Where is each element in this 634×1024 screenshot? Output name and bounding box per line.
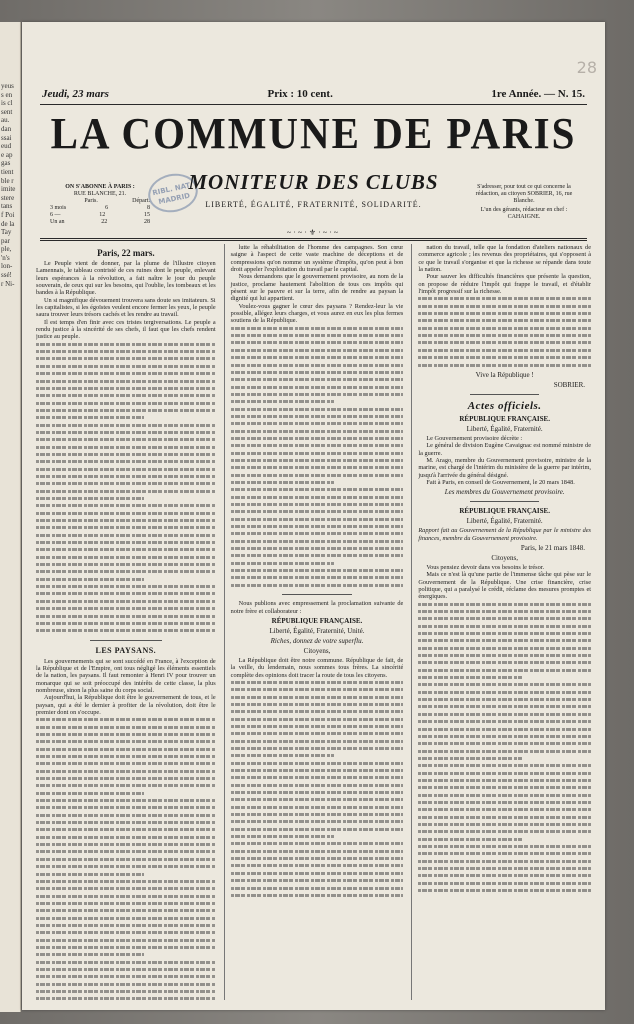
illegible-text-line <box>418 850 591 857</box>
illegible-text-line <box>418 347 591 354</box>
illegible-text-line <box>36 400 216 407</box>
previous-page-fragment: 'n's <box>1 253 10 262</box>
illegible-text-line <box>36 392 216 399</box>
illegible-text-line <box>231 560 335 567</box>
illegible-text-line <box>36 502 216 509</box>
illegible-text-line <box>36 370 216 377</box>
illegible-text-line <box>36 738 216 745</box>
column-3 <box>411 244 591 1000</box>
illegible-text-line <box>231 435 404 442</box>
illegible-text-line <box>418 740 591 747</box>
illegible-text-line <box>231 694 404 701</box>
illegible-text-line <box>36 429 216 436</box>
illegible-text-line <box>36 363 216 370</box>
illegible-text-line <box>418 784 591 791</box>
illegible-text-line <box>36 973 216 980</box>
previous-page-fragment: ble r <box>1 176 14 185</box>
illegible-text-line <box>36 576 144 583</box>
illegible-text-line <box>418 696 591 703</box>
illegible-text-line <box>231 538 404 545</box>
illegible-text-line <box>36 583 216 590</box>
illegible-text-line <box>36 444 216 451</box>
illegible-text-line <box>36 760 216 767</box>
illegible-text-line <box>231 567 404 574</box>
illegible-text-line <box>36 605 216 612</box>
illegible-text-line <box>36 517 216 524</box>
illegible-text-line <box>36 627 216 634</box>
illegible-text-line <box>36 841 216 848</box>
illegible-text-line <box>231 464 404 471</box>
illegible-text-line <box>36 561 216 568</box>
illegible-text-line <box>231 892 404 899</box>
illegible-text-line <box>231 325 404 332</box>
illegible-text-line <box>418 681 591 688</box>
illegible-text-line <box>231 811 404 818</box>
illegible-text-line <box>36 951 144 958</box>
illegible-text-line <box>231 738 404 745</box>
illegible-text-line <box>418 659 591 666</box>
illegible-text-line <box>36 937 216 944</box>
illegible-text-line <box>231 582 404 589</box>
illegible-text-line <box>231 877 404 884</box>
illegible-text-line <box>418 799 591 806</box>
previous-page-fragment: e ap <box>1 150 13 159</box>
decree-paragraph: Le Gouvernement provisoire décrète : <box>426 434 523 442</box>
illegible-text-line <box>418 295 591 302</box>
illegible-text-line <box>36 414 144 421</box>
illegible-text-line <box>36 863 216 870</box>
illegible-text-line <box>418 806 591 813</box>
illegible-text-line <box>231 730 404 737</box>
section-heading-actes: Actes officiels. <box>467 399 542 412</box>
illegible-text-line <box>36 746 216 753</box>
illegible-text-line <box>231 745 404 752</box>
previous-page-fragment: sent <box>1 107 13 116</box>
illegible-text-line <box>418 726 591 733</box>
illegible-text-line <box>231 760 404 767</box>
illegible-text-line <box>231 833 335 840</box>
illegible-text-line <box>418 762 591 769</box>
illegible-text-line <box>36 554 216 561</box>
illegible-text-line <box>36 753 216 760</box>
article-paragraph: Voulez-vous gagner le cœur des paysans ? Rendez-leur la vie possible, allégez leurs charges, et vous aurez en eux les plus fermes soutiens de la République. <box>230 302 404 325</box>
illegible-text-line <box>36 782 216 789</box>
illegible-text-line <box>36 790 144 797</box>
illegible-text-line <box>418 615 591 622</box>
illegible-text-line <box>231 716 404 723</box>
article-paragraph: Les gouvernements qui se sont succédé en France, à l'exception de la République et de l'Empire, ont tous négligé les éléments essentiels de la nation, les paysans. Il faut remonter à Henri IV pour trouver un monarque qui se soit préoccupé des intérêts de cette classe, la plus nombreuse, sinon la plus saine du corps social. <box>36 657 216 694</box>
previous-page-fragment: ssé! <box>1 271 12 280</box>
illegible-text-line <box>36 856 216 863</box>
article-paragraph: Le Peuple vient de donner, par la plume de l'illustre citoyen Lamennais, le tableau contristé de ces ruines dont le peuple, enlevant leurs espérances à la révolution, a fait naître le jour du peuple souverain, de ceux qui sur les besoins, qui l'oublie, les tombeaux et les bandes à la République. <box>36 260 216 297</box>
illegible-text-line <box>36 532 216 539</box>
illegible-text-line <box>418 814 591 821</box>
illegible-text-line <box>36 466 216 473</box>
illegible-text-line <box>418 872 591 879</box>
illegible-text-line <box>231 332 404 339</box>
illegible-text-line <box>231 870 404 877</box>
previous-page-fragment: tans <box>1 202 13 211</box>
illegible-text-line <box>231 398 335 405</box>
republic-devise: Liberté, Égalité, Fraternité. <box>466 424 543 433</box>
illegible-text-line <box>36 819 216 826</box>
illegible-text-line <box>418 843 591 850</box>
illegible-text-line <box>36 385 216 392</box>
illegible-text-line <box>231 384 404 391</box>
illegible-text-line <box>231 767 404 774</box>
illegible-text-line <box>418 718 591 725</box>
previous-page-fragment: is cl <box>1 99 13 108</box>
illegible-text-line <box>418 637 591 644</box>
illegible-text-line <box>418 887 591 894</box>
section-separator <box>90 640 162 641</box>
illegible-text-line <box>231 885 404 892</box>
illegible-text-line <box>418 608 591 615</box>
previous-page-fragment: gas <box>1 159 11 168</box>
article-paragraph: lutte la réhabilitation de l'homme des campagnes. Son cœur saigne à l'aspect de cette vaste machine de déceptions et de compressions qu'on nomme un système d'impôts, qu'on peut à bon droit appeler l'exploitation du travail par le capital. <box>230 244 404 274</box>
article-paragraph: La République doit être notre commune. République de fait, de la veille, du lendemain, nous sommes tous frères. La sincérité complète des opinions doit tracer la route de tous les citoyens. <box>230 656 404 679</box>
illegible-text-line <box>418 836 522 843</box>
masthead-ornament: ~·~·⚜·~·~ <box>286 228 341 237</box>
illegible-text-line <box>36 546 216 553</box>
archive-number: 28 <box>576 58 597 77</box>
issue-price: Prix : 10 cent. <box>267 88 333 100</box>
illegible-text-line <box>36 407 216 414</box>
illegible-text-line <box>231 479 335 486</box>
illegible-text-line <box>231 376 404 383</box>
illegible-text-line <box>36 981 216 988</box>
issue-date: Jeudi, 23 mars <box>42 88 109 100</box>
illegible-text-line <box>418 748 591 755</box>
dateline: Paris, 22 mars. <box>97 248 155 258</box>
previous-page-fragment: lon- <box>1 262 13 271</box>
illegible-text-line <box>231 457 404 464</box>
illegible-text-line <box>231 486 404 493</box>
illegible-text-line <box>36 804 216 811</box>
masthead-subtitle: MONITEUR DES CLUBS <box>188 170 439 194</box>
illegible-text-line <box>231 723 404 730</box>
library-stamp: RIBL. NAT. MADRID <box>145 169 202 217</box>
illegible-text-line <box>418 317 591 324</box>
previous-page-fragment: ssai <box>1 133 12 142</box>
previous-page-fragment: eud <box>1 142 12 151</box>
illegible-text-line <box>36 488 216 495</box>
republic-heading: RÉPUBLIQUE FRANÇAISE. <box>459 414 550 423</box>
masthead-motto: LIBERTÉ, ÉGALITÉ, FRATERNITÉ, SOLIDARITÉ. <box>205 200 422 209</box>
illegible-text-line <box>231 523 404 530</box>
previous-page-fragment: f Poi <box>1 210 15 219</box>
illegible-text-line <box>36 834 216 841</box>
illegible-text-line <box>36 355 216 362</box>
illegible-text-line <box>231 840 404 847</box>
illegible-text-line <box>36 495 144 502</box>
illegible-text-line <box>231 450 404 457</box>
republic-devise-2: Liberté, Égalité, Fraternité. <box>466 517 543 526</box>
article-paragraph: Un si magnifique dévouement trouvera sans doute ses imitateurs. Si les capitalistes, si les égoïstes veulent encore fermer les yeux, le peuple saura trouver leurs trésors cachés et les rendre au travail. <box>36 296 216 319</box>
section-separator <box>470 394 539 395</box>
illegible-text-line <box>231 339 404 346</box>
illegible-text-line <box>231 848 404 855</box>
illegible-text-line <box>36 378 216 385</box>
illegible-text-line <box>36 598 216 605</box>
illegible-text-line <box>36 929 216 936</box>
decree-paragraph: Fait à Paris, en conseil de Gouvernement, le 20 mars 1848. <box>426 478 575 486</box>
previous-page-fragment: stere <box>1 193 15 202</box>
section-heading-paysans: LES PAYSANS. <box>95 645 157 655</box>
illegible-text-line <box>36 944 216 951</box>
illegible-text-line <box>36 885 216 892</box>
previous-page-fragment: au. <box>1 116 10 125</box>
article-paragraph: Pour sauver les difficultés financières que présente la question, on propose de réduire l'impôt qui frappe le travail, et d'établir l'impôt progressif sur la richesse. <box>418 273 591 296</box>
illegible-text-line <box>36 716 216 723</box>
illegible-text-line <box>418 770 591 777</box>
illegible-text-line <box>36 848 216 855</box>
illegible-text-line <box>231 574 404 581</box>
illegible-text-line <box>418 339 591 346</box>
illegible-text-line <box>36 900 216 907</box>
subscription-row: Un an 22 28 <box>50 219 150 225</box>
issue-number: 1re Année. — N. 15. <box>491 88 585 100</box>
article-paragraph: Mais ce n'est là qu'une partie de l'immense tâche qui pèse sur le Gouvernement de la République. Une crise financière, crise politique, qui a paralysé le crédit, réclame des mesures promptes et énergiques. <box>418 571 591 601</box>
decree-paragraph: Le général de division Eugène Cavaignac est nommé ministre de la guerre. <box>418 442 591 457</box>
illegible-text-line <box>36 451 216 458</box>
subscription-col-headers: Paris. Départ. <box>84 198 150 204</box>
illegible-text-line <box>231 508 404 515</box>
illegible-text-line <box>231 530 404 537</box>
illegible-text-line <box>418 689 591 696</box>
illegible-text-line <box>418 652 591 659</box>
illegible-text-line <box>418 711 591 718</box>
illegible-text-line <box>36 768 216 775</box>
illegible-text-line <box>418 821 591 828</box>
illegible-text-line <box>231 545 404 552</box>
subscription-address: RUE BLANCHE, 21. <box>73 191 127 197</box>
illegible-text-line <box>36 871 144 878</box>
illegible-text-line <box>231 752 335 759</box>
section-separator <box>282 594 351 595</box>
illegible-text-line <box>231 420 404 427</box>
subscription-row: 3 mois 6 8 <box>50 205 150 211</box>
previous-page-fragment: imite <box>1 185 16 194</box>
article-paragraph: Il est temps d'en finir avec ces tristes tergiversations. Le peuple a rendu justice à la sincérité de ses chefs, il faut que les chefs rendent justice au peuple. <box>36 318 216 341</box>
masthead-rule <box>40 238 587 241</box>
illegible-text-line <box>36 620 216 627</box>
illegible-text-line <box>231 391 404 398</box>
illegible-text-line <box>418 674 522 681</box>
illegible-text-line <box>36 878 216 885</box>
header-rule <box>40 104 587 105</box>
previous-page-fragment: r Ni- <box>1 279 15 288</box>
subscription-title: ON S'ABONNE À PARIS : <box>65 184 135 190</box>
section-separator <box>470 501 539 502</box>
illegible-text-line <box>36 915 216 922</box>
illegible-text-line <box>418 630 591 637</box>
illegible-text-line <box>36 826 216 833</box>
report-title: Rapport fait au Gouvernement de la République par le ministre des finances, membre du Gouvernement provisoire. <box>418 527 591 542</box>
masthead-title: LA COMMUNE DE PARIS <box>50 108 577 158</box>
salutation: Citoyens, <box>491 553 518 562</box>
report-date: Paris, le 21 mars 1848. <box>520 543 585 552</box>
illegible-text-line <box>36 966 216 973</box>
illegible-text-line <box>231 774 404 781</box>
illegible-text-line <box>36 348 216 355</box>
editor-note: S'adresser, pour tout ce qui concerne la rédaction, au citoyen SOBRIER, 16, rue Blanche. <box>475 184 573 204</box>
illegible-text-line <box>418 645 591 652</box>
illegible-text-line <box>418 354 591 361</box>
illegible-text-line <box>231 362 404 369</box>
illegible-text-line <box>36 724 216 731</box>
illegible-text-line <box>231 855 404 862</box>
newspaper-page <box>22 22 605 1010</box>
illegible-text-line <box>231 501 404 508</box>
illegible-text-line <box>418 325 591 332</box>
illegible-text-line <box>231 516 404 523</box>
header-info-line <box>42 86 585 102</box>
illegible-text-line <box>231 708 404 715</box>
illegible-text-line <box>36 590 216 597</box>
illegible-text-line <box>418 777 591 784</box>
illegible-text-line <box>418 733 591 740</box>
illegible-text-line <box>418 601 591 608</box>
previous-page-fragment: de la <box>1 219 15 228</box>
illegible-text-line <box>36 959 216 966</box>
illegible-text-line <box>418 880 591 887</box>
illegible-text-line <box>36 812 216 819</box>
illegible-text-line <box>36 524 216 531</box>
illegible-text-line <box>36 480 216 487</box>
article-paragraph: Nous demandons que le gouvernement provisoire, au nom de la justice, proclame hautement l'abolition de tous ces impôts qui pèsent sur le pauvre et sur la terre, afin de rendre au paysan la dignité qui lui appartient. <box>230 273 404 303</box>
previous-page-fragment: s en <box>1 90 13 99</box>
illegible-text-line <box>231 428 404 435</box>
illegible-text-line <box>418 667 591 674</box>
illegible-text-line <box>231 686 404 693</box>
proclamation-intro: Nous publions avec empressement la proclamation suivante de notre frère et collaborateur : <box>230 600 404 615</box>
illegible-text-line <box>418 623 591 630</box>
illegible-text-line <box>36 731 216 738</box>
illegible-text-line <box>36 797 216 804</box>
previous-page-fragment: par <box>1 236 10 245</box>
illegible-text-line <box>418 332 591 339</box>
illegible-text-line <box>231 354 404 361</box>
illegible-text-line <box>231 826 404 833</box>
illegible-text-line <box>36 473 216 480</box>
illegible-text-line <box>418 755 522 762</box>
illegible-text-line <box>231 472 404 479</box>
article-paragraph: Vous pensiez devoir dans vos besoins le trésor. <box>426 563 545 571</box>
previous-page-fragment: dan <box>1 124 12 133</box>
illegible-text-line <box>36 539 216 546</box>
article-columns <box>36 244 591 1000</box>
illegible-text-line <box>418 792 591 799</box>
previous-page-fragment: tient <box>1 167 14 176</box>
illegible-text-line <box>36 893 216 900</box>
column-2 <box>224 244 404 1000</box>
illegible-text-line <box>418 858 591 865</box>
illegible-text-line <box>36 436 216 443</box>
illegible-text-line <box>231 782 404 789</box>
republic-devise: Liberté, Égalité, Fraternité, Unité. <box>269 626 365 635</box>
illegible-text-line <box>231 804 404 811</box>
illegible-text-line <box>231 494 404 501</box>
illegible-text-line <box>418 303 591 310</box>
illegible-text-line <box>36 510 216 517</box>
illegible-text-line <box>36 613 216 620</box>
illegible-text-line <box>231 789 404 796</box>
illegible-text-line <box>231 406 404 413</box>
illegible-text-line <box>418 865 591 872</box>
illegible-text-line <box>36 995 216 1000</box>
republic-heading-2: RÉPUBLIQUE FRANÇAISE. <box>459 507 550 516</box>
illegible-text-line <box>231 862 404 869</box>
illegible-text-line <box>418 310 591 317</box>
editor-name: L'un des gérants, rédacteur en chef : CAHAIGNE. <box>480 207 568 220</box>
proclamation-note: Riches, donnez de votre superflu. <box>270 636 364 645</box>
illegible-text-line <box>231 796 404 803</box>
column-1 <box>36 244 216 1000</box>
illegible-text-line <box>231 818 404 825</box>
illegible-text-line <box>36 922 216 929</box>
illegible-text-line <box>231 369 404 376</box>
government-members: Les membres du Gouvernement provisoire. <box>444 488 565 497</box>
previous-page-fragment: yeus <box>1 82 14 90</box>
salutation: Citoyens, <box>303 646 331 655</box>
illegible-text-line <box>231 413 404 420</box>
illegible-text-line <box>36 568 216 575</box>
illegible-text-line <box>231 679 404 686</box>
previous-page-edge <box>0 22 21 1012</box>
article-paragraph: Aujourd'hui, la République doit être le gouvernement de tous, et le paysan, qui a été le dernier à profiter de la révolution, doit être le premier dont on s'occupe. <box>36 694 216 716</box>
illegible-text-line <box>418 828 591 835</box>
signer: SOBRIER. <box>553 380 585 389</box>
illegible-text-line <box>231 442 404 449</box>
illegible-text-line <box>36 341 216 348</box>
subscription-row: 6 — 12 15 <box>50 212 150 218</box>
illegible-text-line <box>418 362 591 369</box>
illegible-text-line <box>36 422 216 429</box>
illegible-text-line <box>36 907 216 914</box>
illegible-text-line <box>36 775 216 782</box>
previous-page-fragment: Tay <box>1 228 12 237</box>
illegible-text-line <box>231 701 404 708</box>
illegible-text-line <box>231 552 404 559</box>
illegible-text-line <box>36 458 216 465</box>
illegible-text-line <box>36 988 216 995</box>
illegible-text-line <box>231 347 404 354</box>
republic-heading: RÉPUBLIQUE FRANÇAISE. <box>271 616 363 625</box>
decree-paragraph: M. Arago, membre du Gouvernement provisoire, ministre de la marine, est chargé de l'intérim du ministère de la guerre par intérim, jusqu'à l'arrivée du général désigné. <box>418 456 591 479</box>
previous-page-fragment: ple, <box>1 245 12 254</box>
illegible-text-line <box>418 703 591 710</box>
closing-cry: Vive la République ! <box>475 370 534 379</box>
article-paragraph: nation du travail, telle que la fondation d'ateliers nationaux de commerce agricole ; les revenus des propriétaires, qui s'opposent à ce que le travail s'organise et que la richesse se répande dans toute la nation. <box>418 244 591 274</box>
